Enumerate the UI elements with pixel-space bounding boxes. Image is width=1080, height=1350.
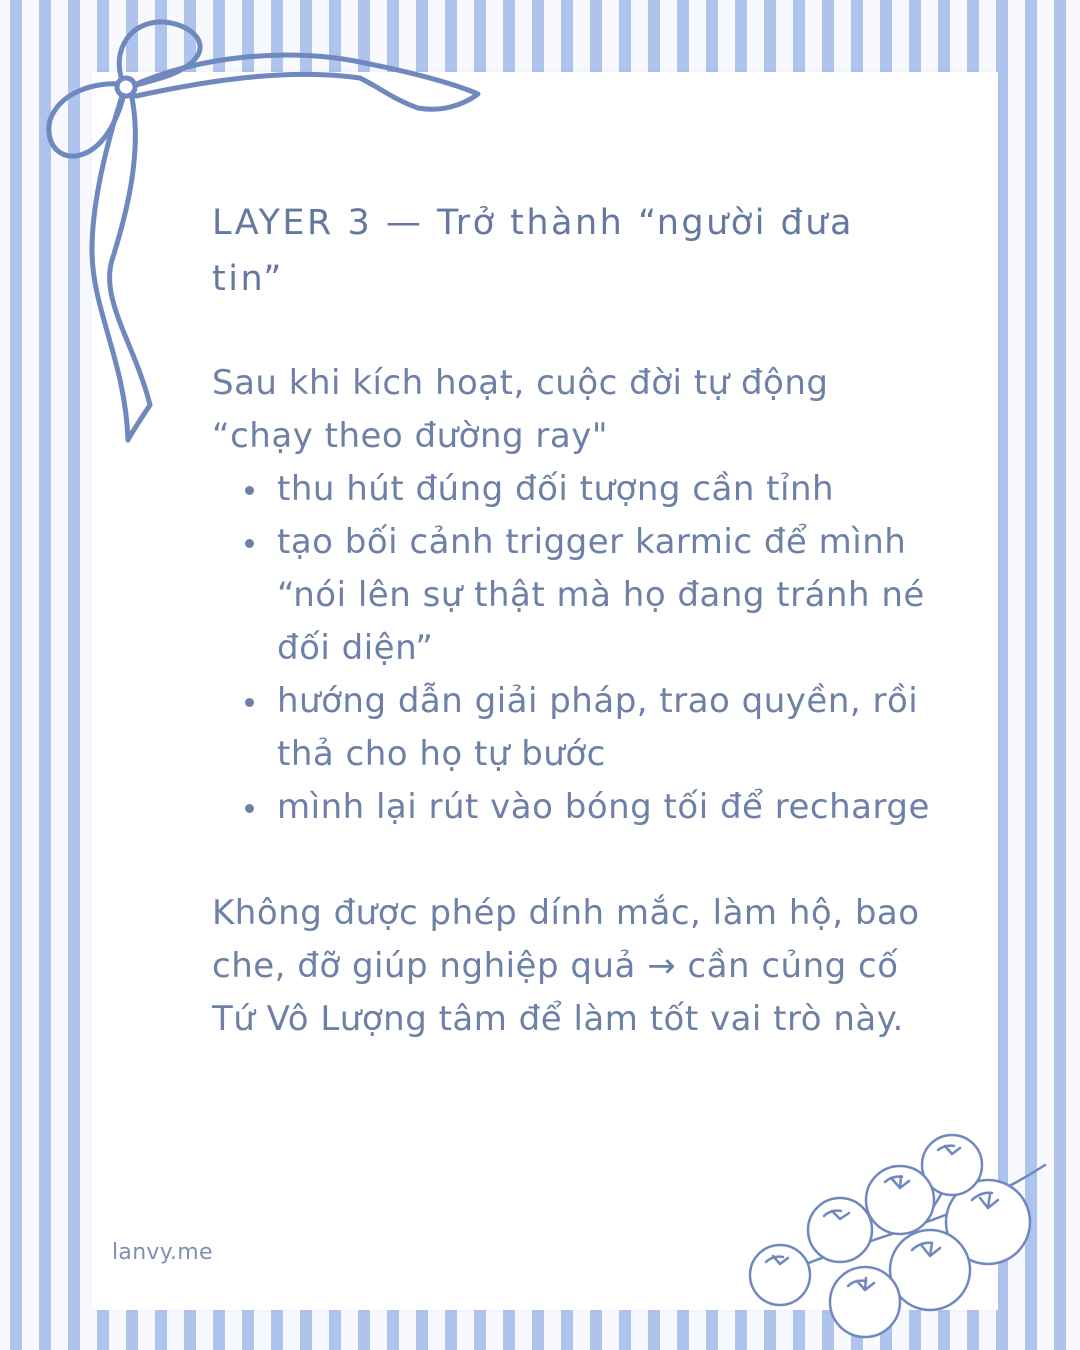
main-content	[212, 195, 932, 1046]
list-item: thu hút đúng đối tượng cần tỉnh	[277, 463, 932, 516]
footer-website: lanvy.me	[112, 1240, 213, 1265]
list-item: hướng dẫn giải pháp, trao quyền, rồi thả cho họ tự bước	[277, 675, 932, 781]
intro-paragraph: Sau khi kích hoạt, cuộc đời tự động “chạy theo đường ray"	[212, 363, 829, 456]
closing-paragraph: Không được phép dính mắc, làm hộ, bao che, đỡ giúp nghiệp quả → cần củng cố Tứ Vô Lượng tâm để làm tốt vai trò này.	[212, 893, 920, 1039]
bullet-list	[212, 463, 932, 834]
cherry-tomatoes-icon	[740, 1130, 1060, 1345]
list-item: mình lại rút vào bóng tối để recharge	[277, 781, 932, 834]
page-title: LAYER 3 — Trở thành “người đưa tin”	[212, 203, 854, 299]
list-item: tạo bối cảnh trigger karmic để mình “nói lên sự thật mà họ đang tránh né đối diện”	[277, 516, 932, 675]
